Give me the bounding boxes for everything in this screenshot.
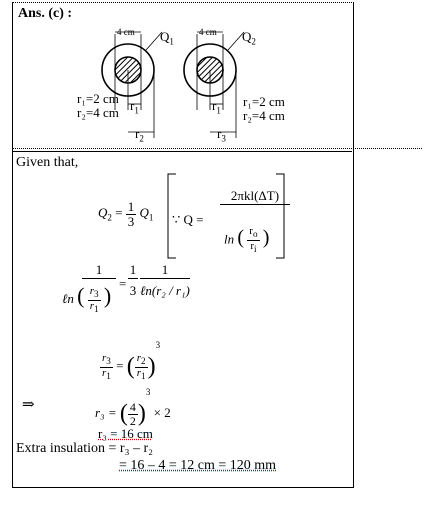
because-label: ∵ Q = bbox=[172, 212, 204, 227]
extra-insulation-line2: = 16 – 4 = 12 cm = 120 mm bbox=[119, 458, 277, 473]
right-q-label: $Q_2$ bbox=[242, 29, 256, 47]
right-r3-label: $r_3$ bbox=[217, 126, 226, 144]
given-label: Given that, bbox=[16, 155, 79, 170]
left-pipe bbox=[102, 32, 162, 138]
right-pipe bbox=[184, 32, 244, 138]
section-divider-dotted bbox=[12, 148, 422, 149]
eq3-frac-num: 1 bbox=[129, 262, 137, 277]
left-r1-label: $r_1$ bbox=[130, 98, 139, 116]
equation-q2: $Q_2$ = $\frac{1}{3}$ $Q_1$ bbox=[98, 199, 154, 229]
eq3-equals: = bbox=[119, 276, 127, 291]
right-top-dim: 4 cm bbox=[199, 27, 217, 37]
answer-label: Ans. (c) : bbox=[18, 6, 73, 21]
section-divider bbox=[12, 151, 352, 152]
left-given-radii: r₁=2 cm r₂=4 cm bbox=[77, 91, 119, 120]
left-top-dim: 4 cm bbox=[117, 27, 135, 37]
right-r1-label: $r_1$ bbox=[212, 98, 221, 116]
implies-arrow: ⇒ bbox=[22, 397, 35, 413]
extra-insulation-line1: Extra insulation = r₃ – r₂ bbox=[16, 441, 154, 456]
eq3-lhs-numerator: 1 bbox=[82, 262, 116, 279]
right-given-radii: r₁=2 cm r₂=4 cm bbox=[243, 94, 285, 123]
eq3-rhs-num: 1 bbox=[140, 262, 190, 279]
r3-result: r₃ = 16 cm bbox=[98, 426, 153, 441]
left-q-label: $Q_1$ bbox=[160, 29, 174, 47]
eq3-frac-den: 3 bbox=[129, 283, 137, 298]
eq3-rhs-den: ℓn(r₂ / r₁) bbox=[140, 283, 190, 298]
insulation-figure bbox=[70, 18, 330, 148]
equation-ratio: $\frac{r_3}{r_1}$ = ( $\frac{r_2}{r_1}$ )$^3$ bbox=[102, 340, 161, 381]
heat-flow-numerator: 2πkl(ΔT) bbox=[220, 188, 290, 205]
heat-flow-denominator: ln ( $\frac{r_o}{r_i}$ ) bbox=[224, 225, 270, 254]
equation-r3-value: r₃ = ( $\frac{4}{2}$ )$^3$ × 2 bbox=[95, 387, 171, 428]
eq3-lhs-denominator: ℓn ( $\frac{r_3}{r_1}$ ) bbox=[62, 283, 112, 314]
left-r2-label: $r_2$ bbox=[135, 126, 144, 144]
